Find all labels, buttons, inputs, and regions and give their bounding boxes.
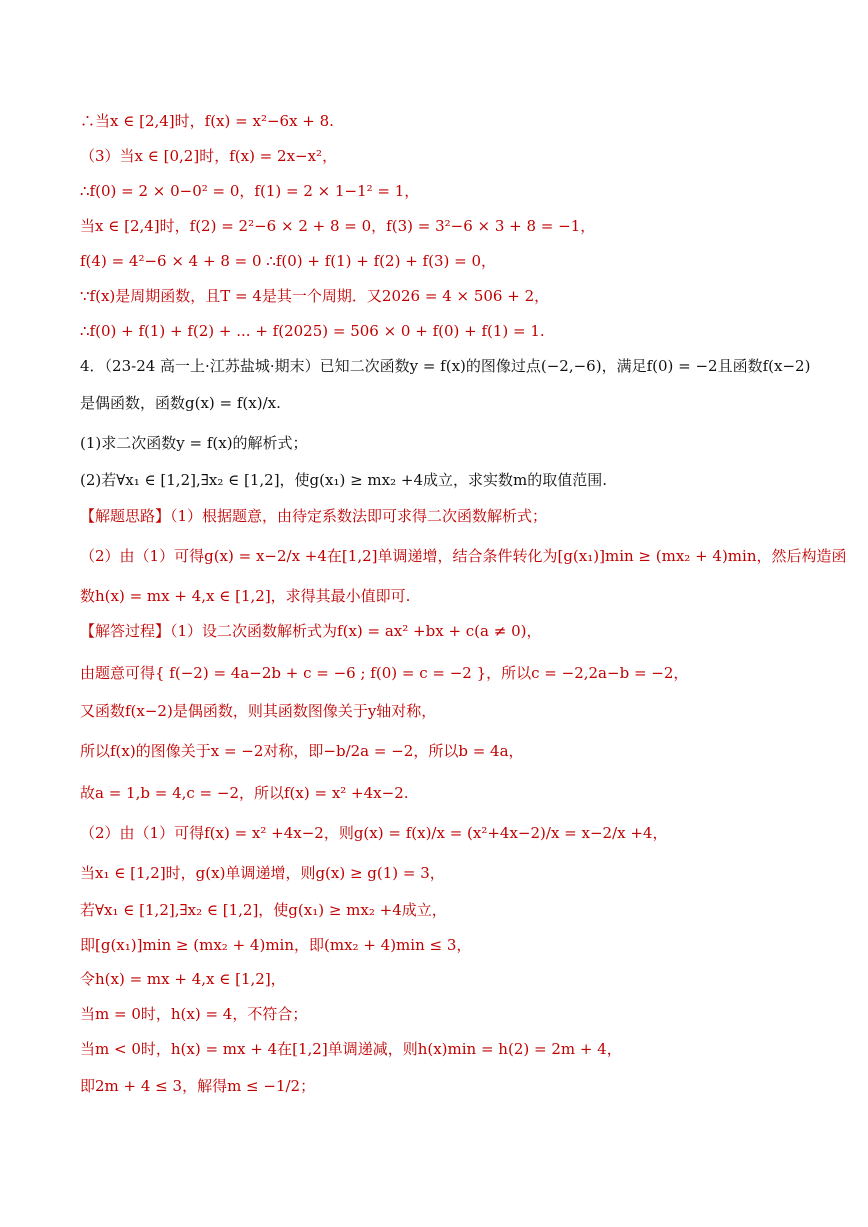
text-line: （2）由（1）可得g(x) = x−2/x +4在[1,2]单调递增，结合条件转化为[g(x₁)]min ≥ (mx₂ + 4)min，然后构造函 bbox=[80, 547, 847, 565]
text-line: ∴f(0) = 2 × 0−0² = 0，f(1) = 2 × 1−1² = 1， bbox=[80, 182, 420, 200]
text-line: 即[g(x₁)]min ≥ (mx₂ + 4)min，即(mx₂ + 4)min ≤ 3， bbox=[80, 936, 472, 954]
text-line: f(4) = 4²−6 × 4 + 8 = 0 ∴f(0) + f(1) + f(2) + f(3) = 0， bbox=[80, 252, 496, 270]
text-line: （2）由（1）可得f(x) = x² +4x−2，则g(x) = f(x)/x = (x²+4x−2)/x = x−2/x +4， bbox=[80, 824, 668, 842]
text-line: 当m < 0时，h(x) = mx + 4在[1,2]单调递减，则h(x)min = h(2) = 2m + 4， bbox=[80, 1040, 622, 1058]
text-line: 即2m + 4 ≤ 3，解得m ≤ −1/2； bbox=[80, 1077, 316, 1095]
text-line: ∵f(x)是周期函数，且T = 4是其一个周期．又2026 = 4 × 506 + 2， bbox=[80, 287, 550, 305]
question-part-1: (1)求二次函数y = f(x)的解析式； bbox=[80, 434, 308, 452]
text-line: ∴当x ∈ [2,4]时，f(x) = x²−6x + 8. bbox=[80, 112, 334, 130]
solution-process-heading: 【解答过程】（1）设二次函数解析式为f(x) = ax² +bx + c(a ≠ 0)， bbox=[80, 622, 542, 640]
text-line: 故a = 1,b = 4,c = −2，所以f(x) = x² +4x−2. bbox=[80, 784, 409, 802]
text-line: （3）当x ∈ [0,2]时，f(x) = 2x−x²， bbox=[80, 147, 338, 165]
text-line: 所以f(x)的图像关于x = −2对称，即−b/2a = −2，所以b = 4a， bbox=[80, 742, 524, 760]
text-line: ∴f(0) + f(1) + f(2) + ... + f(2025) = 506 × 0 + f(0) + f(1) = 1. bbox=[80, 322, 545, 340]
text-line: 数h(x) = mx + 4,x ∈ [1,2]，求得其最小值即可. bbox=[80, 587, 411, 605]
text-line: 若∀x₁ ∈ [1,2],∃x₂ ∈ [1,2]，使g(x₁) ≥ mx₂ +4成立， bbox=[80, 901, 447, 919]
problem-statement: 4．（23-24 高一上·江苏盐城·期末）已知二次函数y = f(x)的图像过点(−2,−6)，满足f(0) = −2且函数f(x−2) bbox=[80, 357, 811, 375]
text-line: 当x ∈ [2,4]时，f(2) = 2²−6 × 2 + 8 = 0，f(3) = 3²−6 × 3 + 8 = −1， bbox=[80, 217, 596, 235]
problem-statement: 是偶函数，函数g(x) = f(x)/x. bbox=[80, 394, 281, 412]
text-line: 当m = 0时，h(x) = 4，不符合； bbox=[80, 1005, 308, 1023]
text-line: 又函数f(x−2)是偶函数，则其函数图像关于y轴对称， bbox=[80, 702, 437, 720]
text-line: 当x₁ ∈ [1,2]时，g(x)单调递增，则g(x) ≥ g(1) = 3， bbox=[80, 864, 445, 882]
equation-system: 由题意可得{ f(−2) = 4a−2b + c = −6 ; f(0) = c = −2 }，所以c = −2,2a−b = −2， bbox=[80, 664, 689, 682]
text-line: 令h(x) = mx + 4,x ∈ [1,2]， bbox=[80, 970, 286, 988]
question-part-2: (2)若∀x₁ ∈ [1,2],∃x₂ ∈ [1,2]，使g(x₁) ≥ mx₂ +4成立，求实数m的取值范围. bbox=[80, 471, 608, 489]
solution-idea-heading: 【解题思路】（1）根据题意，由待定系数法即可求得二次函数解析式； bbox=[80, 507, 548, 525]
